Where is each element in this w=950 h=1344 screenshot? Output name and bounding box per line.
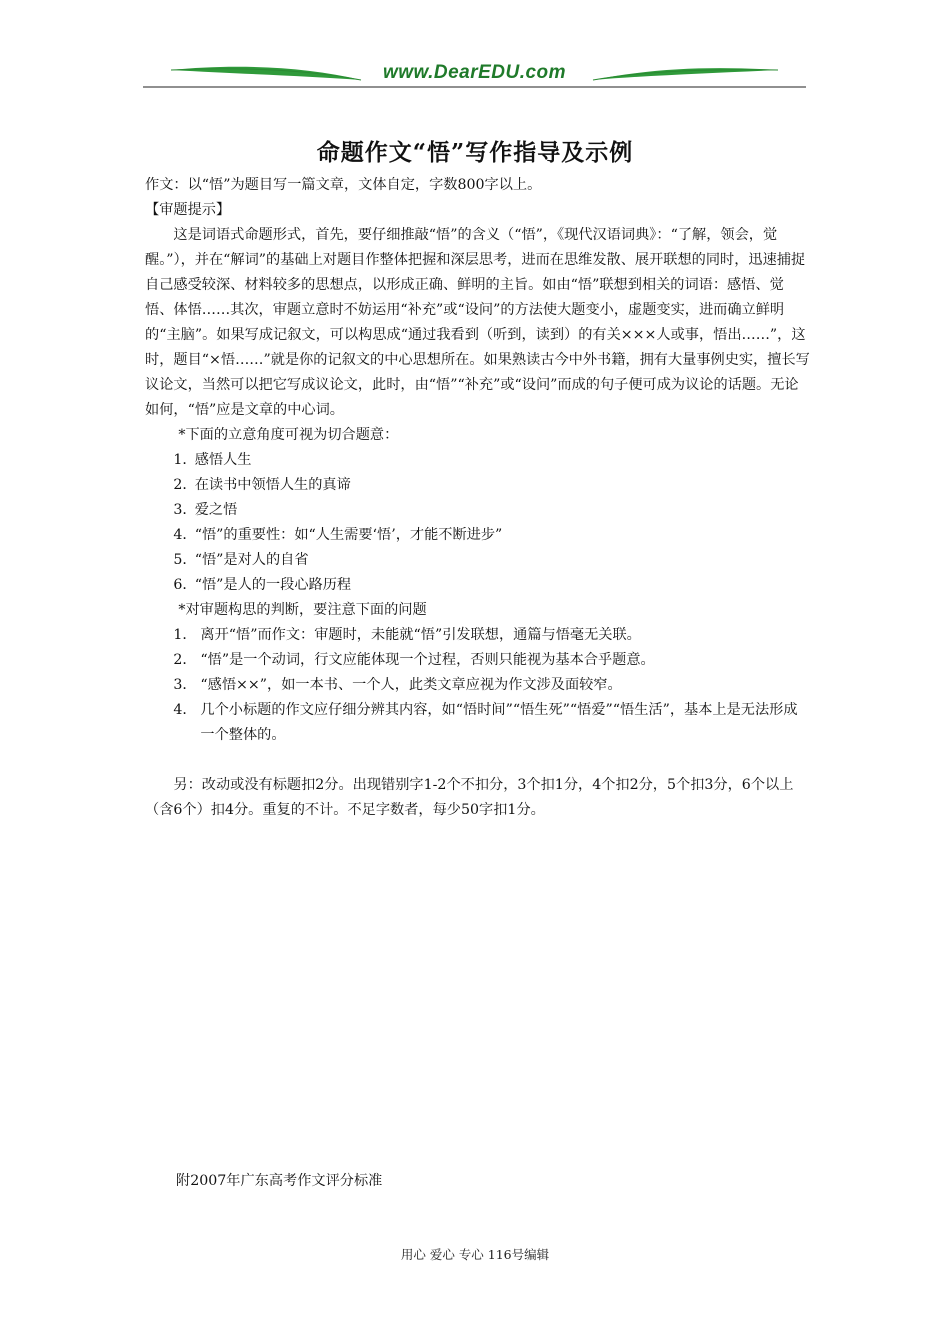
- blank-line: [145, 748, 810, 773]
- scoring-note: 另：改动或没有标题扣2分。出现错别字1-2个不扣分，3个扣1分，4个扣2分，5个扣3分，6个以上（含6个）扣4分。重复的不计。不足字数者，每少50字扣1分。: [145, 777, 794, 818]
- guide-paragraph: 这是词语式命题形式，首先，要仔细推敲“悟”的含义（“悟”，《现代汉语词典》：“了解，领会，觉醒。”），并在“解词”的基础上对题目作整体把握和深层思考，进而在思维发散、展开联想的同时，迅速捕捉自己感受较深、材料较多的思想点，以形成正确、鲜明的主旨。如由“悟”联想到相关的词语：感悟、觉悟、体悟……其次，审题立意时不妨运用“补充”或“设问”的方法使大题变小，虚题变实，进而确立鲜明的“主脑”。如果写成记叙文，可以构思成“通过我看到（听到，读到）的有关×××人或事，悟出……”，这时，题目“×悟……”就是你的记叙文的中心思想所在。如果熟读古今中外书籍，拥有大量事例史实，擅长写议论文，当然可以把它写成议论文，此时，由“悟”“补充”或“设问”而成的句子便可成为议论的话题。无论如何，“悟”应是文章的中心词。: [145, 227, 810, 418]
- page-footer: 用心 爱心 专心 116号编辑: [400, 1247, 550, 1262]
- list-item: 4． 几个小标题的作文应仔细分辨其内容，如“悟时间”“悟生死”“悟爱”“悟生活”，基本上是无法形成一个整体的。: [173, 702, 798, 743]
- angles-heading: *下面的立意角度可视为切合题意：: [178, 427, 399, 443]
- header-banner: [143, 58, 806, 90]
- list-item: 2．在读书中领悟人生的真谛: [173, 477, 351, 493]
- issues-heading: *对审题构思的判断，要注意下面的问题: [178, 602, 427, 618]
- essay-prompt: 作文：以“悟”为题目写一篇文章，文体自定，字数800字以上。: [145, 177, 542, 193]
- list-item: 4．“悟”的重要性：如“人生需要‘悟’，才能不断进步”: [173, 527, 503, 543]
- section-heading: 【审题提示】: [145, 202, 231, 218]
- list-item: 3． “感悟××”，如一本书、一个人，此类文章应视为作文涉及面较窄。: [173, 677, 622, 693]
- list-item: 6．“悟”是人的一段心路历程: [173, 577, 352, 593]
- angles-list: [145, 448, 810, 598]
- list-item: 5．“悟”是对人的自省: [173, 552, 309, 568]
- page-title: 命题作文“悟”写作指导及示例: [316, 139, 634, 166]
- site-logo-text: www.DearEDU.com: [382, 62, 567, 83]
- document-body: [145, 173, 810, 823]
- list-item: 1．感悟人生: [173, 452, 252, 468]
- issues-list: [145, 623, 810, 748]
- list-item: 3．爱之悟: [173, 502, 238, 518]
- appendix-line: 附2007年广东高考作文评分标准: [176, 1173, 383, 1189]
- list-item: 2． “悟”是一个动词，行文应能体现一个过程，否则只能视为基本合乎题意。: [173, 652, 655, 668]
- list-item: 1． 离开“悟”而作文：审题时，未能就“悟”引发联想，通篇与悟毫无关联。: [173, 627, 641, 643]
